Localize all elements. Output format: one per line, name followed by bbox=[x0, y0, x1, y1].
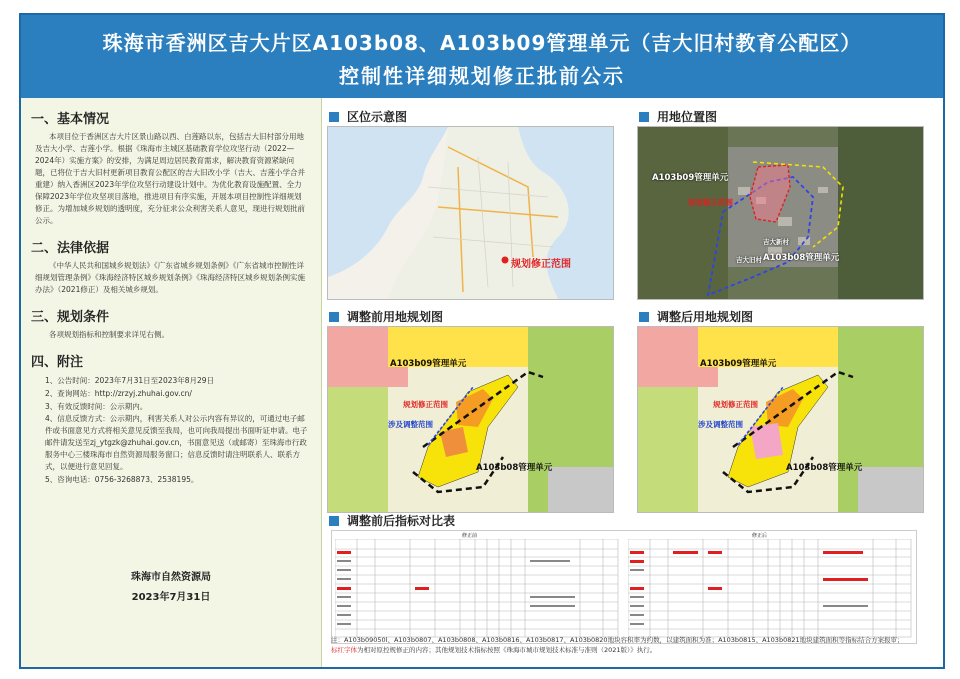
title-line-1: 珠海市香洲区吉大片区A103b08、A103b09管理单元（吉大旧村教育公配区） bbox=[102, 31, 862, 55]
square-icon bbox=[329, 516, 339, 526]
before-label-a103b08: A103b08管理单元 bbox=[476, 463, 553, 473]
site-aerial-image bbox=[637, 126, 924, 300]
square-icon bbox=[329, 312, 339, 322]
footnotes bbox=[331, 635, 911, 655]
footnote-line-1: 注：A103b09050l、A103b0807、A103b0808、A103b0816、A103b0817、A103b0820地块容积率为约数，以建筑面积为准；A103b0815、A103b0821地块建筑面积等指标结合方案报审； bbox=[331, 636, 904, 644]
note-item: 3、有效反馈时间：公示期内。 bbox=[45, 402, 148, 411]
section-legal-title: 二、法律依据 bbox=[31, 241, 110, 256]
table-title: 调整前后指标对比表 bbox=[329, 512, 455, 529]
before-label-adjust: 涉及调整范围 bbox=[388, 420, 433, 429]
after-label-a103b08: A103b08管理单元 bbox=[786, 463, 863, 473]
signer: 珠海市自然资源局 bbox=[131, 572, 211, 583]
note-item: 2、查询网站：http://zrzyj.zhuhai.gov.cn/ bbox=[45, 389, 192, 398]
site-label-range: 规划修正范围 bbox=[688, 198, 733, 207]
before-plan-image bbox=[327, 326, 614, 513]
footnote-line-2-text: 为相对原控规修正的内容；其他规划技术指标按照《珠海市城市规划技术标准与准则（2021版）》执行。 bbox=[357, 646, 657, 654]
table-right-caption: 修正后 bbox=[752, 533, 768, 539]
square-icon bbox=[639, 112, 649, 122]
section-conditions-text: 各项规划指标和控制要求详见右侧。 bbox=[49, 330, 169, 339]
before-plan-title: 调整前用地规划图 bbox=[329, 308, 443, 325]
title-banner bbox=[21, 15, 943, 98]
site-label-village-new: 吉大新村 bbox=[763, 238, 789, 246]
comparison-table-image bbox=[331, 530, 917, 644]
sign-date: 2023年7月31日 bbox=[131, 592, 211, 603]
note-item: 5、咨询电话：0756-3268873、2538195。 bbox=[45, 475, 199, 484]
table-left-caption: 修正前 bbox=[462, 533, 478, 539]
before-label-range: 规划修正范围 bbox=[403, 400, 448, 409]
location-map-image bbox=[327, 126, 614, 300]
info-column bbox=[21, 98, 322, 667]
title-line-2: 控制性详细规划修正批前公示 bbox=[339, 64, 625, 88]
section-notes-title: 四、附注 bbox=[31, 355, 84, 370]
after-plan-image bbox=[637, 326, 924, 513]
table-before bbox=[335, 539, 620, 643]
location-legend-label: 规划修正范围 bbox=[511, 259, 571, 270]
location-marker bbox=[502, 257, 509, 264]
square-icon bbox=[329, 112, 339, 122]
site-label-village-old: 吉大旧村 bbox=[736, 256, 762, 264]
before-label-a103b09: A103b09管理单元 bbox=[390, 359, 467, 369]
after-label-a103b09: A103b09管理单元 bbox=[700, 359, 777, 369]
after-label-range: 规划修正范围 bbox=[713, 400, 758, 409]
section-legal-text: 《中华人民共和国城乡规划法》《广东省城乡规划条例》《广东省城市控制性详细规划管理条例》《珠海经济特区城乡规划条例》《珠海经济特区城乡规划条例实施办法》（2021修正）及相关城乡规划。 bbox=[35, 261, 305, 294]
table-after bbox=[628, 539, 913, 643]
site-label-a103b09: A103b09管理单元 bbox=[652, 173, 729, 183]
site-label-a103b08: A103b08管理单元 bbox=[763, 253, 840, 263]
after-label-adjust: 涉及调整范围 bbox=[698, 420, 743, 429]
poster-frame bbox=[19, 13, 945, 669]
location-map-title: 区位示意图 bbox=[329, 108, 407, 125]
site-map-title: 用地位置图 bbox=[639, 108, 717, 125]
after-plan-title: 调整后用地规划图 bbox=[639, 308, 753, 325]
note-item: 4、信息反馈方式：公示期内，利害关系人对公示内容有异议的，可通过电子邮件或书面意见方式将相关意见反馈至我局，也可向我局提出书面听证申请。电子邮件请发送至zj_ytgzk@zhuhai.gov.cn，书面意见送（或邮寄）至珠海市行政服务中心三楼珠海市自然资源局服务窗口；信息反馈时请注明联系人、联系方式，以便进行意见回复。 bbox=[45, 414, 308, 471]
section-basic-title: 一、基本情况 bbox=[31, 112, 110, 127]
note-item: 1、公告时间：2023年7月31日至2023年8月29日 bbox=[45, 376, 215, 385]
square-icon bbox=[639, 312, 649, 322]
section-conditions-title: 三、规划条件 bbox=[31, 310, 110, 325]
section-basic-text: 本项目位于香洲区吉大片区景山路以西、白莲路以东，包括吉大旧村部分用地及吉大小学、吉莲小学。根据《珠海市主城区基础教育学位攻坚行动（2022—2024年）实施方案》的安排，为满足周边居民教育需求，解决教育资源紧缺问题，已将位于吉大旧村更新项目教育公配区的吉大旧改小学（吉大、吉莲小学合并重建）纳入香洲区2023年学位攻坚行动建设计划中。为优化教育设施配置、全力保障2023年学位攻坚项目落地，推进项目有序实施，开展本项目控制性详细规划修正。为增加城乡规划的透明度，充分征求公众利害关系人意见，现进行规划批前公示。 bbox=[35, 132, 305, 225]
footnote-line-2 bbox=[331, 645, 911, 655]
footnote-highlight: 标红字体 bbox=[331, 646, 357, 654]
